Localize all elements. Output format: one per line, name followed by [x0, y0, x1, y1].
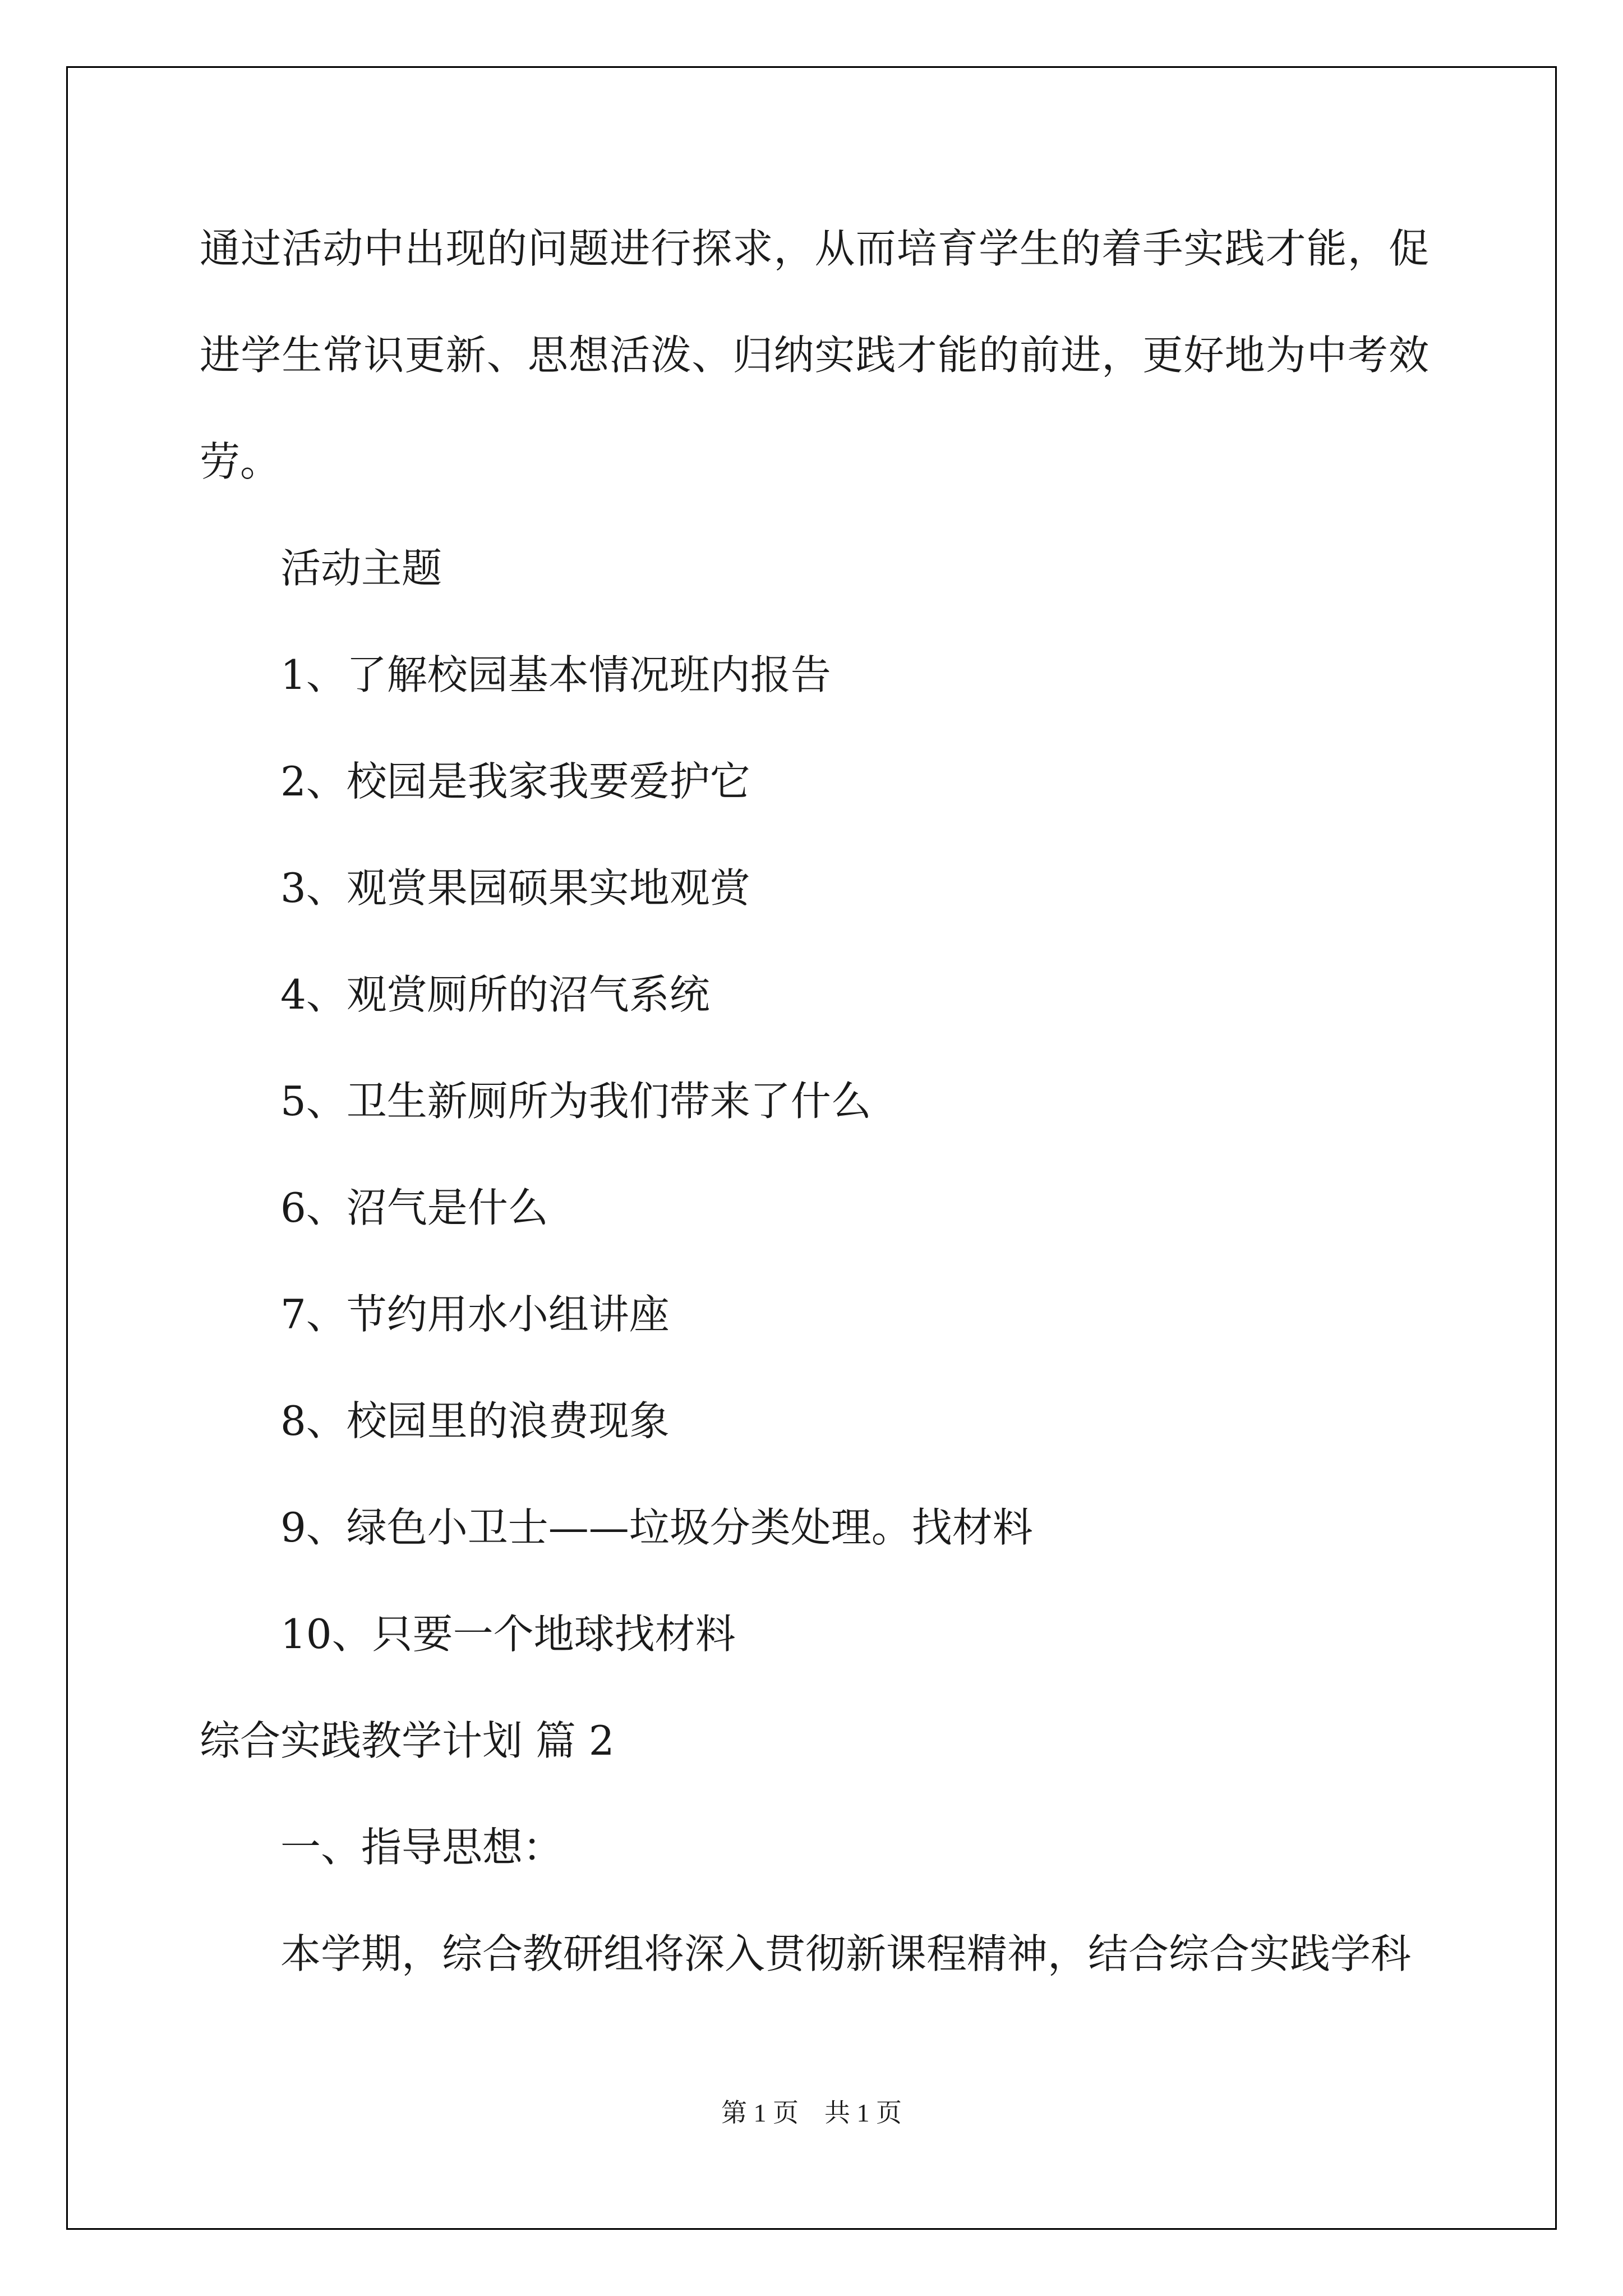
topic-item: 1、了解校园基本情况班内报告 — [280, 651, 831, 698]
paragraph-line-2: 进学生常识更新、思想活泼、归纳实践才能的前进，更好地为中考效 — [200, 332, 1429, 379]
page-border — [66, 66, 1557, 2230]
topic-item: 8、校园里的浪费现象 — [280, 1397, 670, 1444]
guideline-heading: 一、指导思想： — [280, 1824, 564, 1871]
closing-line: 本学期，综合教研组将深入贯彻新课程精神，结合综合实践学科 — [280, 1930, 1412, 1977]
topic-item: 7、节约用水小组讲座 — [280, 1291, 670, 1338]
topic-item: 2、校园是我家我要爱护它 — [280, 758, 750, 805]
paragraph-line-3: 劳。 — [200, 438, 281, 485]
section-title: 综合实践教学计划 篇 2 — [200, 1717, 615, 1764]
page-footer: 第 1 页 共 1 页 — [721, 2099, 902, 2127]
topic-item: 3、观赏果园硕果实地观赏 — [280, 864, 750, 912]
topic-item: 10、只要一个地球找材料 — [280, 1611, 736, 1658]
paragraph-line-1: 通过活动中出现的问题进行探求，从而培育学生的着手实践才能，促 — [200, 225, 1429, 272]
topic-item: 6、沼气是什么 — [280, 1184, 548, 1231]
topic-item: 5、卫生新厕所为我们带来了什么 — [280, 1078, 872, 1125]
activity-heading: 活动主题 — [280, 545, 442, 592]
topic-item: 9、绿色小卫士——垃圾分类处理。找材料 — [280, 1504, 1033, 1551]
topic-item: 4、观赏厕所的沼气系统 — [280, 971, 710, 1018]
